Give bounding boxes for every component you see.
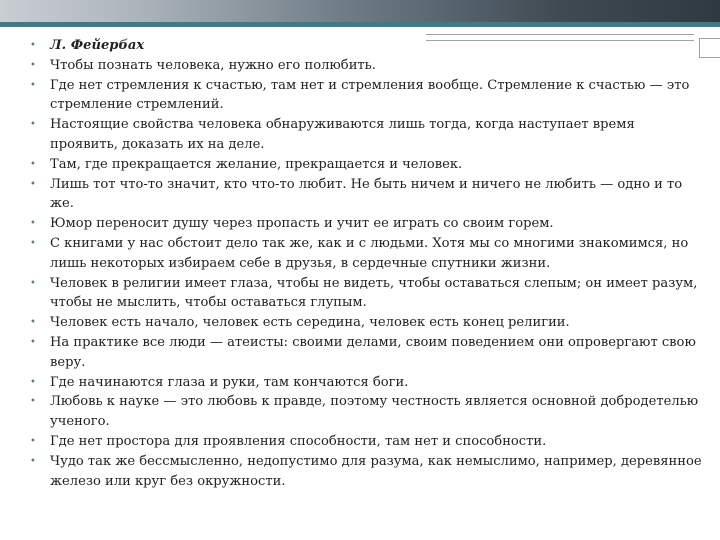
bullet-icon: • bbox=[30, 178, 36, 190]
slide-title: Л. Фейербах bbox=[50, 38, 145, 53]
quote-text: На практике все люди — атеисты: своими делами, своим поведением они опровергают свою веру. bbox=[50, 334, 696, 370]
quote-text: Любовь к науке — это любовь к правде, поэтому честность является основной добродетелью ученого. bbox=[50, 394, 699, 430]
bullet-icon: • bbox=[30, 336, 36, 348]
quote-text: Где начинаются глаза и руки, там кончаются боги. bbox=[50, 374, 409, 390]
quote-list bbox=[30, 36, 702, 491]
decorative-rule-top bbox=[426, 34, 694, 35]
list-item bbox=[30, 234, 702, 274]
header-accent-stripe bbox=[0, 22, 720, 27]
quote-text: Лишь тот что-то значит, кто что-то любит. Не быть ничем и ничего не любить — одно и то же. bbox=[50, 176, 683, 212]
list-item bbox=[30, 274, 702, 314]
list-item bbox=[30, 76, 702, 116]
list-item bbox=[30, 432, 702, 452]
bullet-icon: • bbox=[30, 455, 36, 467]
bullet-icon: • bbox=[30, 79, 36, 91]
bullet-icon: • bbox=[30, 396, 36, 408]
bullet-icon: • bbox=[30, 218, 36, 230]
list-item bbox=[30, 313, 702, 333]
quote-text: Чудо так же бессмысленно, недопустимо для разума, как немыслимо, например, деревянное железо или круг без окружности. bbox=[50, 453, 702, 489]
bullet-icon: • bbox=[30, 237, 36, 249]
bullet-icon: • bbox=[30, 119, 36, 131]
list-item bbox=[30, 155, 702, 175]
list-item bbox=[30, 373, 702, 393]
quote-text: Настоящие свойства человека обнаруживаются лишь тогда, когда наступает время проявить, доказать их на деле. bbox=[50, 117, 635, 152]
bullet-icon: • bbox=[30, 40, 36, 51]
list-item bbox=[30, 56, 702, 76]
header-gradient-bar bbox=[0, 0, 720, 22]
bullet-icon: • bbox=[30, 158, 36, 170]
list-item bbox=[30, 175, 702, 215]
list-item bbox=[30, 392, 702, 432]
bullet-icon: • bbox=[30, 435, 36, 447]
quote-text: Где нет простора для проявления способности, там нет и способности. bbox=[50, 433, 547, 449]
quote-text: Чтобы познать человека, нужно его полюбить. bbox=[50, 57, 376, 73]
quote-text: Там, где прекращается желание, прекращается и человек. bbox=[50, 156, 463, 172]
quote-text: Где нет стремления к счастью, там нет и стремления вообще. Стремление к счастью — это стремление стремлений. bbox=[50, 77, 690, 113]
list-item bbox=[30, 115, 702, 155]
list-item bbox=[30, 333, 702, 373]
list-item bbox=[30, 214, 702, 234]
decorative-corner-bracket bbox=[699, 38, 720, 58]
quote-text: Человек есть начало, человек есть середина, человек есть конец религии. bbox=[50, 315, 570, 331]
list-title-item bbox=[30, 36, 702, 56]
bullet-icon: • bbox=[30, 59, 36, 71]
quote-text: С книгами у нас обстоит дело так же, как и с людьми. Хотя мы со многими знакомимся, но лишь некоторых избираем себе в друзья, в сердечные спутники жизни. bbox=[50, 235, 689, 271]
quote-text: Человек в религии имеет глаза, чтобы не видеть, чтобы оставаться слепым; он имеет разум, чтобы не мыслить, чтобы оставаться глупым. bbox=[50, 275, 698, 311]
list-item bbox=[30, 452, 702, 492]
quote-text: Юмор переносит душу через пропасть и учит ее играть со своим горем. bbox=[50, 216, 554, 232]
bullet-icon: • bbox=[30, 317, 36, 329]
bullet-icon: • bbox=[30, 277, 36, 289]
bullet-icon: • bbox=[30, 376, 36, 388]
